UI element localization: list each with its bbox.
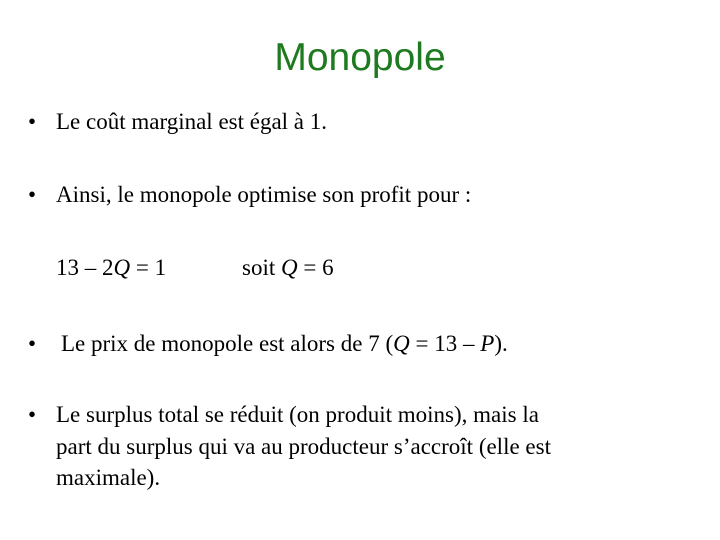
slide-title: Monopole (274, 36, 446, 79)
price-variable-q: Q (393, 331, 410, 356)
price-text-prefix: Le prix de monopole est alors de 7 ( (61, 331, 394, 356)
price-text-suffix: ). (494, 331, 508, 356)
surplus-line-1: Le surplus total se réduit (on produit moins), mais la (56, 402, 539, 427)
bullet-marker: • (28, 402, 37, 427)
equation-left-suffix: = 1 (130, 255, 167, 280)
bullet-marker: • (28, 331, 37, 356)
equation-right-prefix: soit (242, 255, 281, 280)
equation-left-prefix: 13 – 2 (56, 255, 114, 280)
bullet-optimisation: Ainsi, le monopole optimise son profit pour : (56, 182, 472, 207)
bullet-marker: • (28, 109, 37, 134)
equation-variable-q: Q (113, 255, 131, 280)
surplus-line-2: part du surplus qui va au producteur s’accroît (elle est (56, 434, 551, 459)
price-text-middle: = 13 – (409, 331, 481, 356)
bullet-marginal-cost: Le coût marginal est égal à 1. (56, 109, 328, 134)
bullet-marker: • (28, 182, 37, 207)
equation-left (56, 254, 166, 281)
equation-right-suffix: = 6 (297, 255, 334, 280)
surplus-line-3: maximale). (56, 465, 161, 490)
equation-right (242, 254, 334, 281)
bullet-monopoly-price (61, 330, 508, 357)
equation-variable-q: Q (280, 255, 298, 280)
price-variable-p: P (480, 331, 495, 356)
